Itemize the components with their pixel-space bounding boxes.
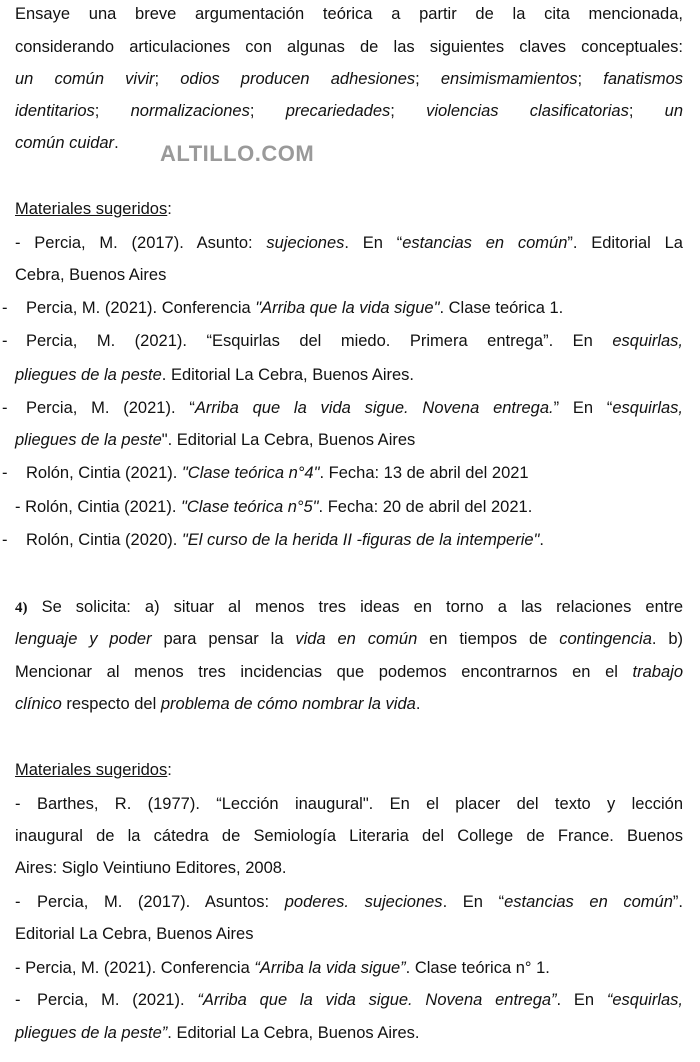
reference-item: - Percia, M. (2017). Asunto: sujeciones. En “estancias en común”. Editorial La bbox=[15, 234, 683, 252]
reference-item-cont: pliegues de la peste”. Editorial La Cebra, Buenos Aires. bbox=[15, 1024, 420, 1042]
intro-line-5: común cuidar. bbox=[15, 134, 119, 152]
reference-item: - Rolón, Cintia (2020). "El curso de la herida II -figuras de la intemperie". bbox=[2, 531, 544, 549]
intro-line-3: un común vivir; odios producen adhesiones; ensimismamientos; fanatismos bbox=[15, 70, 684, 88]
materials-heading-2: Materiales sugeridos: bbox=[15, 761, 172, 779]
watermark: ALTILLO.COM bbox=[160, 141, 315, 166]
reference-item-cont: inaugural de la cátedra de Semiología Literaria del College de France. Buenos bbox=[15, 827, 683, 845]
reference-item-cont: pliegues de la peste. Editorial La Cebra, Buenos Aires. bbox=[15, 366, 415, 384]
reference-item-cont: pliegues de la peste". Editorial La Cebra, Buenos Aires bbox=[15, 431, 416, 449]
intro-line-2: considerando articulaciones con algunas de las siguientes claves conceptuales: bbox=[15, 38, 683, 56]
reference-item-cont: Editorial La Cebra, Buenos Aires bbox=[15, 925, 254, 943]
reference-item: - Percia, M. (2021). Conferencia “Arriba la vida sigue”. Clase teórica n° 1. bbox=[15, 959, 550, 977]
reference-item: - Percia, M. (2021). “Arriba que la vida sigue. Novena entrega.” En “esquirlas, bbox=[2, 399, 683, 417]
materials-heading-1: Materiales sugeridos: bbox=[15, 200, 172, 218]
reference-item: - Barthes, R. (1977). “Lección inaugural". En el placer del texto y lección bbox=[15, 795, 683, 813]
reference-item: - Percia, M. (2021). “Esquirlas del miedo. Primera entrega”. En esquirlas, bbox=[2, 332, 683, 350]
question-4-line-2: lenguaje y poder para pensar la vida en común en tiempos de contingencia. b) bbox=[15, 630, 683, 648]
reference-item: - Rolón, Cintia (2021). "Clase teórica n°5". Fecha: 20 de abril del 2021. bbox=[15, 498, 533, 516]
reference-item-cont: Aires: Siglo Veintiuno Editores, 2008. bbox=[15, 859, 287, 877]
reference-item: - Percia, M. (2017). Asuntos: poderes. sujeciones. En “estancias en común”. bbox=[15, 893, 683, 911]
question-4-line-4: clínico respecto del problema de cómo nombrar la vida. bbox=[15, 695, 421, 713]
question-4-line-1: 4) Se solicita: a) situar al menos tres ideas en torno a las relaciones entre bbox=[15, 598, 683, 616]
reference-item-cont: Cebra, Buenos Aires bbox=[15, 266, 167, 284]
reference-item: - Percia, M. (2021). “Arriba que la vida sigue. Novena entrega”. En “esquirlas, bbox=[15, 991, 684, 1009]
intro-line-4: identitarios; normalizaciones; precariedades; violencias clasificatorias; un bbox=[15, 102, 684, 120]
intro-line-1: Ensaye una breve argumentación teórica a partir de la cita mencionada, bbox=[15, 5, 683, 23]
question-4-line-3: Mencionar al menos tres incidencias que podemos encontrarnos en el trabajo bbox=[15, 663, 683, 681]
reference-item: - Rolón, Cintia (2021). "Clase teórica n°4". Fecha: 13 de abril del 2021 bbox=[2, 464, 529, 482]
reference-item: - Percia, M. (2021). Conferencia "Arriba que la vida sigue". Clase teórica 1. bbox=[2, 299, 564, 317]
